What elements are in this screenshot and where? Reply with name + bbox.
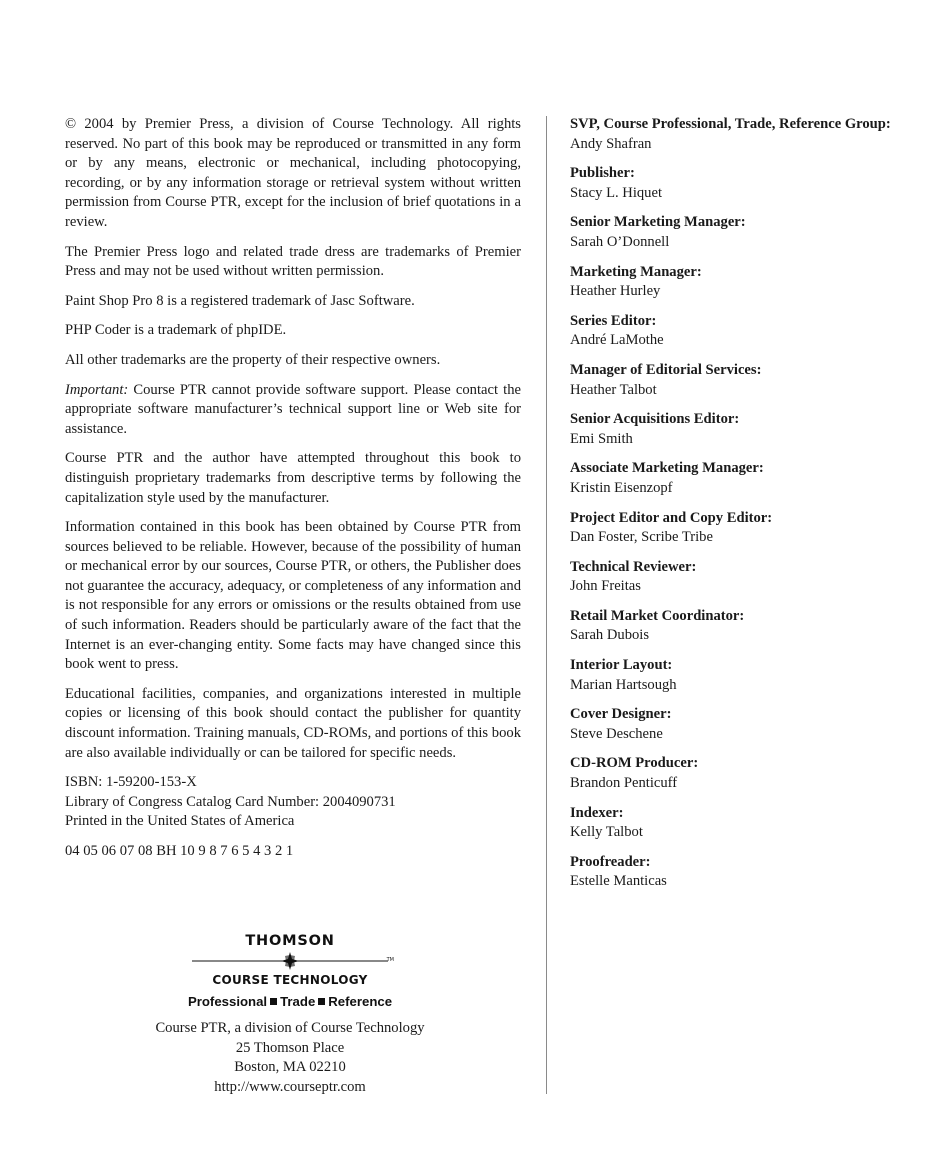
printed-in: Printed in the United States of America — [65, 813, 295, 830]
credit-name: Kelly Talbot — [570, 824, 643, 841]
credit-role: Manager of Editorial Services: — [570, 361, 762, 378]
publisher-address — [130, 1019, 450, 1097]
credit-entry — [570, 459, 900, 498]
trademark-paint-shop-pro: Paint Shop Pro 8 is a registered trademark of Jasc Software. — [65, 292, 415, 309]
credit-name: Sarah Dubois — [570, 627, 650, 644]
credit-name: Heather Talbot — [570, 381, 657, 398]
credit-name: John Freitas — [570, 578, 641, 595]
address-line-1: Course PTR, a division of Course Technology — [155, 1020, 425, 1036]
tagline-reference: Reference — [328, 994, 393, 1009]
educational-sales: Educational facilities, companies, and organizations interested in multiple copies or licensing of this book should contact the publisher for quantity discount information. Training manuals, CD-ROMs, and portions of this book are also available individually or can be tailored for specific needs. — [65, 685, 521, 761]
credit-name: Kristin Eisenzopf — [570, 479, 673, 496]
credit-entry — [570, 509, 900, 548]
credit-entry — [570, 263, 900, 302]
isbn: ISBN: 1-59200-153-X — [65, 774, 197, 791]
credit-entry — [570, 607, 900, 646]
credit-entry — [570, 410, 900, 449]
important-notice — [65, 381, 521, 440]
credit-role: Project Editor and Copy Editor: — [570, 509, 773, 526]
credit-entry — [570, 361, 900, 400]
logo-star-rule — [192, 952, 394, 970]
star-icon — [192, 952, 388, 970]
address-line-2: 25 Thomson Place — [235, 1039, 345, 1056]
trademark-other: All other trademarks are the property of their respective owners. — [65, 351, 441, 368]
square-bullet-icon — [270, 998, 277, 1005]
credit-name: Brandon Penticuff — [570, 775, 678, 792]
address-url: http://www.courseptr.com — [214, 1078, 366, 1095]
trademark-premier-press: The Premier Press logo and related trade dress are trademarks of Premier Press and may not be used without written permission. — [65, 243, 521, 280]
address-line-3: Boston, MA 02210 — [234, 1059, 346, 1076]
credit-entry — [570, 705, 900, 744]
tagline-professional: Professional — [187, 994, 268, 1009]
logo-course-technology: COURSE TECHNOLOGY — [212, 973, 368, 987]
credit-name: Andy Shafran — [570, 135, 652, 152]
disclaimer: Information contained in this book has been obtained by Course PTR from sources believed to be reliable. However, because of the possibility of human or mechanical error by our sources, Course PTR, or others, the Publisher does not guarantee the accuracy, adequacy, or completeness of any information and is not responsible for any errors or omissions or the results obtained from use of such information. Readers should be particularly aware of the fact that the Internet is an ever-changing entity. Some facts may have changed since this book went to press. — [65, 519, 521, 673]
credits-column — [570, 115, 900, 902]
credit-role: Cover Designer: — [570, 706, 672, 723]
credit-entry — [570, 312, 900, 351]
credit-role: Proofreader: — [570, 853, 651, 870]
column-divider — [546, 116, 547, 1094]
credit-name: Emi Smith — [570, 430, 633, 447]
trademark-capitalization: Course PTR and the author have attempted throughout this book to distinguish proprietary trademarks from descriptive terms by following the capitalization style used by the manufacturer. — [65, 450, 521, 506]
credit-entry — [570, 754, 900, 793]
credit-entry — [570, 213, 900, 252]
credit-role: SVP, Course Professional, Trade, Reference Group: — [570, 116, 891, 132]
credit-entry — [570, 164, 900, 203]
important-label: Important: — [65, 381, 129, 398]
credit-role: CD-ROM Producer: — [570, 755, 699, 772]
credit-entry — [570, 656, 900, 695]
important-text: Course PTR cannot provide software support. Please contact the appropriate software manufacturer’s technical support line or Web site for assistance. — [65, 381, 521, 437]
tagline-trade: Trade — [280, 994, 316, 1009]
copyright-column — [65, 115, 521, 872]
credit-name: Heather Hurley — [570, 283, 661, 300]
thomson-logo — [160, 932, 420, 1011]
credit-role: Series Editor: — [570, 312, 657, 329]
credit-name: Sarah O’Donnell — [570, 233, 670, 250]
credit-name: Marian Hartsough — [570, 676, 677, 693]
credit-name: Estelle Manticas — [570, 873, 667, 890]
credit-entry — [570, 558, 900, 597]
square-bullet-icon — [318, 998, 325, 1005]
credit-role: Indexer: — [570, 804, 624, 821]
credit-role: Senior Marketing Manager: — [570, 214, 746, 231]
credit-role: Publisher: — [570, 165, 635, 182]
credit-role: Senior Acquisitions Editor: — [570, 411, 740, 428]
credit-entry — [570, 804, 900, 843]
credit-role: Marketing Manager: — [570, 263, 702, 280]
credit-role: Interior Layout: — [570, 657, 673, 674]
credit-name: Stacy L. Hiquet — [570, 184, 663, 201]
trademark-php-coder: PHP Coder is a trademark of phpIDE. — [65, 322, 287, 339]
copyright-notice: © 2004 by Premier Press, a division of Course Technology. All rights reserved. No part of this book may be reproduced or transmitted in any form or by any means, electronic or mechanical, including photocopying, recording, or by any information storage or retrieval system without written permission from Course PTR, except for the inclusion of brief quotations in a review. — [65, 116, 521, 230]
logo-tagline — [160, 993, 420, 1011]
credit-name: André LaMothe — [570, 332, 664, 349]
credit-entry — [570, 115, 900, 154]
credit-role: Associate Marketing Manager: — [570, 460, 764, 477]
printing-line: 04 05 06 07 08 BH 10 9 8 7 6 5 4 3 2 1 — [65, 843, 294, 859]
credit-name: Dan Foster, Scribe Tribe — [570, 529, 713, 546]
credit-name: Steve Deschene — [570, 725, 663, 742]
credit-entry — [570, 853, 900, 892]
credit-role: Technical Reviewer: — [570, 558, 697, 575]
logo-trademark: TM — [386, 957, 394, 963]
credit-role: Retail Market Coordinator: — [570, 607, 745, 624]
loc-number: Library of Congress Catalog Card Number: 2004090731 — [65, 793, 396, 810]
logo-thomson-text: THOMSON — [245, 933, 335, 949]
